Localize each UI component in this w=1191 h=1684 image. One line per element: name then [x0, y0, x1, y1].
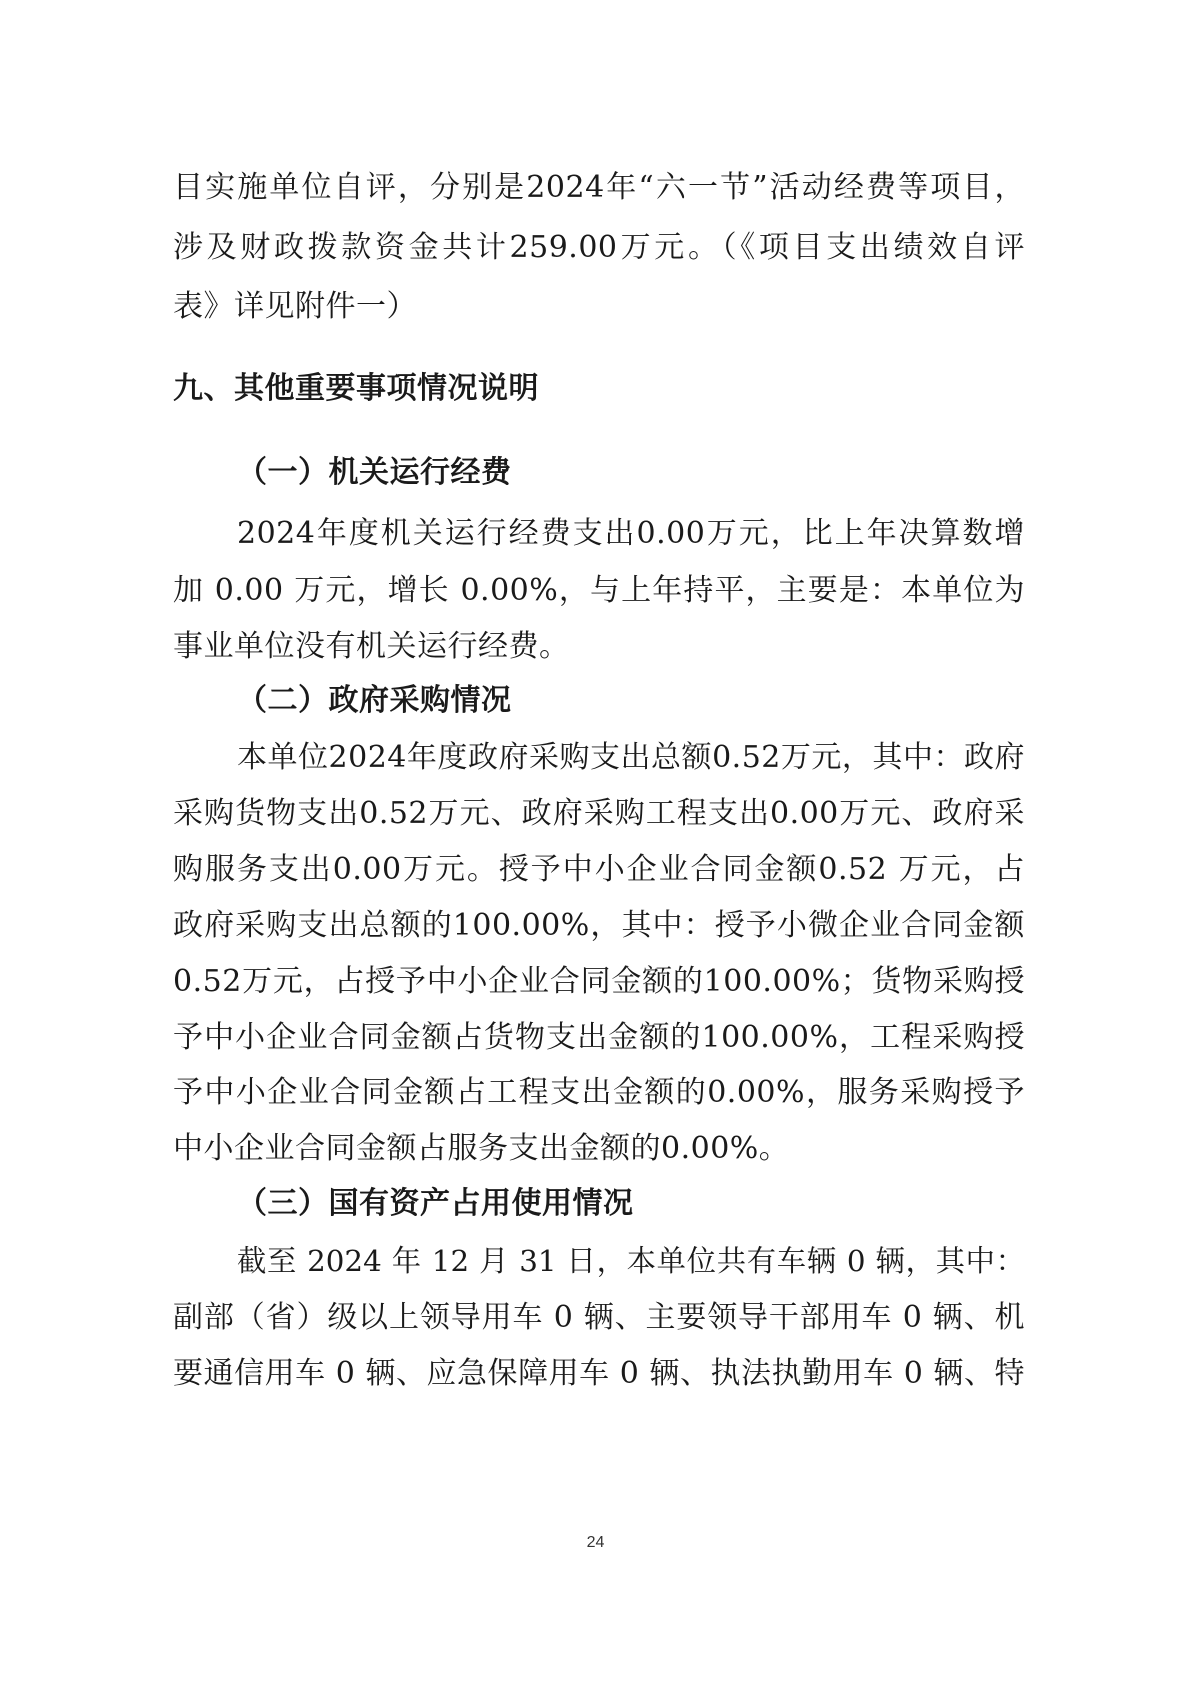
- paragraph-line: 本单位2024年度政府采购支出总额0.52万元，其中：政府: [237, 740, 1025, 775]
- paragraph-line: 事业单位没有机关运行经费。: [173, 629, 570, 664]
- page-number: 24: [586, 1534, 605, 1551]
- paragraph-line: 表》详见附件一）: [173, 289, 417, 324]
- paragraph-line: 予中小企业合同金额占工程支出金额的0.00%，服务采购授予: [173, 1075, 1025, 1110]
- paragraph-line: 截至 2024 年 12 月 31 日，本单位共有车辆 0 辆，其中：: [237, 1244, 1025, 1278]
- paragraph-line: 目实施单位自评，分别是2024年“六一节”活动经费等项目，: [173, 170, 1025, 205]
- paragraph-line: 涉及财政拨款资金共计259.00万元。（《项目支出绩效自评: [173, 230, 1025, 265]
- paragraph-line: 中小企业合同金额占服务支出金额的0.00%。: [173, 1131, 790, 1166]
- subsection-heading: （三）国有资产占用使用情况: [237, 1186, 634, 1221]
- paragraph-line: 0.52万元，占授予中小企业合同金额的100.00%；货物采购授: [173, 964, 1025, 999]
- paragraph-line: 购服务支出0.00万元。授予中小企业合同金额0.52 万元，占: [173, 852, 1025, 887]
- subsection-heading: （一）机关运行经费: [237, 455, 512, 490]
- paragraph-line: 要通信用车 0 辆、应急保障用车 0 辆、执法执勤用车 0 辆、特: [173, 1356, 1025, 1391]
- paragraph-line: 2024年度机关运行经费支出0.00万元，比上年决算数增: [237, 516, 1025, 551]
- subsection-heading: （二）政府采购情况: [237, 683, 512, 718]
- paragraph-line: 政府采购支出总额的100.00%，其中：授予小微企业合同金额: [173, 908, 1025, 943]
- paragraph-line: 采购货物支出0.52万元、政府采购工程支出0.00万元、政府采: [173, 796, 1025, 831]
- paragraph-line: 副部（省）级以上领导用车 0 辆、主要领导干部用车 0 辆、机: [173, 1300, 1025, 1335]
- paragraph-line: 加 0.00 万元，增长 0.00%，与上年持平，主要是：本单位为: [173, 573, 1025, 608]
- section-heading: 九、其他重要事项情况说明: [173, 371, 539, 406]
- paragraph-line: 予中小企业合同金额占货物支出金额的100.00%，工程采购授: [173, 1020, 1025, 1055]
